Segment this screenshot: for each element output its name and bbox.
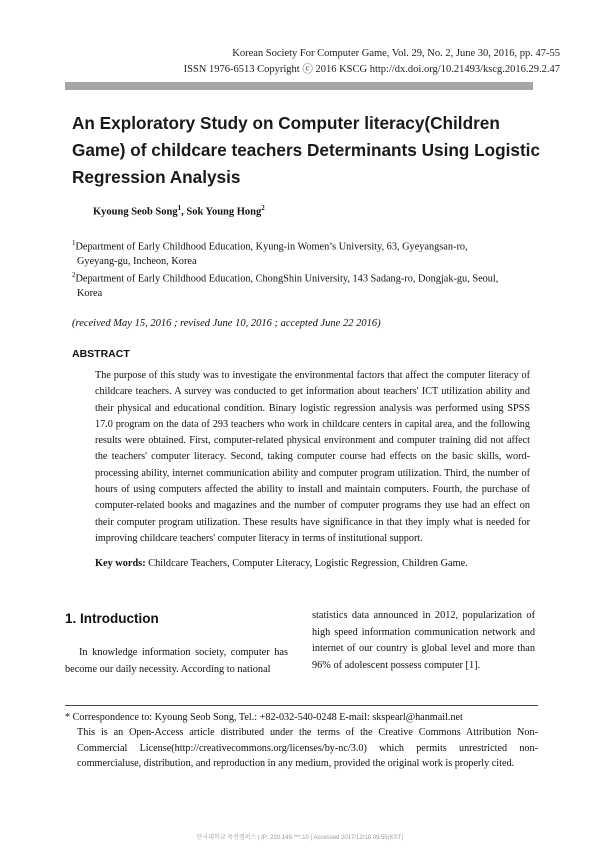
keywords: [95, 558, 468, 569]
received-dates: (received May 15, 2016 ; revised June 10, 2016 ; accepted June 22 2016): [72, 318, 381, 329]
affiliation-1-line1: Department of Early Childhood Education, Kyung-in Women’s University, 63, Gyeyangsan-ro,: [75, 241, 468, 253]
license-text: This is an Open-Access article distributed under the terms of the Creative Commons Attribution Non-Commercial License(http://creativecommons.org/licenses/by-nc/3.0) which permits unrestricted non-commercialuse, distribution, and reproduction in any medium, provided the original work is properly cited.: [77, 727, 538, 769]
download-stamp: 단국대학교 죽전캠퍼스 | IP: 220.149.***.10 | Accessed 2017/12/18 09:55(KST): [196, 835, 404, 841]
affiliation-2: [72, 268, 540, 301]
header-divider: [65, 82, 533, 90]
affiliation-1-mark: 1: [72, 239, 76, 247]
title-line-2: Game) of childcare teachers Determinants Using Logistic: [72, 140, 541, 160]
correspondence-line: * Correspondence to: Kyoung Seob Song, Tel.: +82-032-540-0248 E-mail: skspearl@hanmail.net: [65, 712, 463, 723]
author-list: [93, 204, 265, 218]
keywords-label: Key words:: [95, 558, 146, 569]
title-line-3: Regression Analysis: [72, 167, 241, 187]
keywords-text: Childcare Teachers, Computer Literacy, Logistic Regression, Children Game.: [145, 558, 468, 569]
correspondence-footnote: [65, 710, 538, 771]
author-2-mark: 2: [261, 204, 265, 212]
issn-line: ISSN 1976-6513 Copyright ⓒ 2016 KSCG http://dx.doi.org/10.21493/kscg.2016.29.2.47: [183, 64, 560, 75]
abstract-text: The purpose of this study was to investigate the environmental factors that affect the computer literacy of childcare teachers. A survey was conducted to get information about teachers' ICT utilization ability and their physical and educational condition. Binary logistic regression analysis was performed using SPSS 17.0 program on the data of 293 teachers who work in childcare centers in capital area, and the following results were obtained. First, computer-related physical environment and computer training did not affect the teachers' computer literacy. Second, taking computer course had effects on the basic skills, word-processing ability, internet communication ability and computer program utilization. Third, the number of hours of using computers affected the ability to install and maintain computers. Fourth, the purchase of computer-related books and magazines and the number of computer programs they use had an effect on their computer program utilization. These results have significance in that they imply what is needed for improving childcare teachers' computer literacy in terms of institutional support.: [95, 370, 530, 544]
affiliation-1-line2: Gyeyang-gu, Incheon, Korea: [77, 256, 197, 268]
author-separator: ,: [181, 206, 187, 218]
intro-right-column: statistics data announced in 2012, popularization of high speed information communication network and internet of our country is global level and more than 96% of adolescent possess computer [1].: [312, 610, 535, 671]
abstract-heading: ABSTRACT: [72, 348, 130, 360]
author-1: Kyoung Seob Song: [93, 206, 178, 218]
paper-title: [72, 110, 542, 191]
journal-line: Korean Society For Computer Game, Vol. 29, No. 2, June 30, 2016, pp. 47-55: [232, 48, 560, 59]
affiliation-2-line2: Korea: [77, 288, 103, 300]
section-heading-introduction: 1. Introduction: [65, 611, 159, 626]
affiliation-2-line1: Department of Early Childhood Education, ChongShin University, 143 Sadang-ro, Dongjak-gu, Seoul,: [75, 273, 499, 285]
intro-left-column: In knowledge information society, computer has become our daily necessity. According to national: [65, 647, 288, 675]
footnote-rule: [65, 705, 538, 706]
author-1-mark: 1: [177, 204, 182, 212]
affiliation-2-mark: 2: [72, 271, 76, 279]
title-line-1: An Exploratory Study on Computer literacy(Children: [72, 113, 500, 133]
author-2: Sok Young Hong: [186, 206, 262, 218]
affiliation-1: [72, 236, 540, 269]
